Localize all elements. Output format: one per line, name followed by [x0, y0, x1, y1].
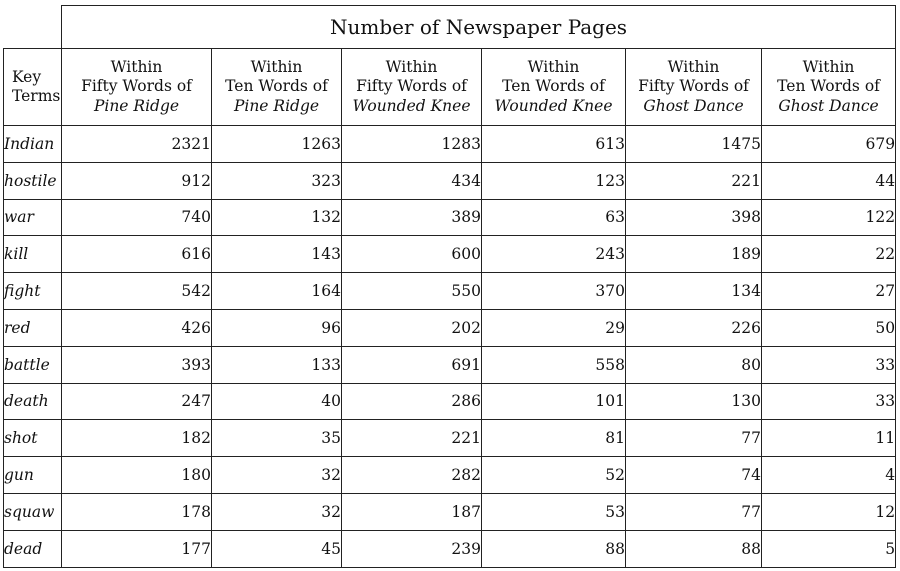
count-cell: 4: [762, 457, 896, 494]
header-line: Within: [110, 57, 163, 76]
count-cell: 101: [482, 383, 626, 420]
table-row: [4, 236, 896, 273]
count-cell: 11: [762, 420, 896, 457]
count-cell: 202: [342, 309, 482, 346]
count-cell: 45: [212, 530, 342, 567]
count-cell: 134: [626, 273, 762, 310]
count-cell: 370: [482, 273, 626, 310]
count-cell: 178: [62, 493, 212, 530]
count-cell: 1475: [626, 126, 762, 163]
count-cell: 286: [342, 383, 482, 420]
count-cell: 600: [342, 236, 482, 273]
count-cell: 679: [762, 126, 896, 163]
header-line: Within: [527, 57, 580, 76]
count-cell: 187: [342, 493, 482, 530]
count-cell: 27: [762, 273, 896, 310]
key-term-cell: battle: [4, 346, 62, 383]
count-cell: 32: [212, 493, 342, 530]
key-term-cell: shot: [4, 420, 62, 457]
key-term-cell: hostile: [4, 162, 62, 199]
key-term-cell: squaw: [4, 493, 62, 530]
count-cell: 81: [482, 420, 626, 457]
newspaper-pages-table: [3, 5, 896, 568]
count-cell: 164: [212, 273, 342, 310]
column-header: [212, 49, 342, 126]
count-cell: 189: [626, 236, 762, 273]
count-cell: 2321: [62, 126, 212, 163]
header-line: Within: [667, 57, 720, 76]
count-cell: 77: [626, 493, 762, 530]
header-line: Fifty Words of: [81, 77, 192, 96]
count-cell: 133: [212, 346, 342, 383]
count-cell: 221: [626, 162, 762, 199]
table-row: [4, 493, 896, 530]
count-cell: 88: [482, 530, 626, 567]
count-cell: 616: [62, 236, 212, 273]
count-cell: 52: [482, 457, 626, 494]
key-terms-line: Terms: [12, 87, 61, 105]
count-cell: 35: [212, 420, 342, 457]
key-term-cell: death: [4, 383, 62, 420]
table-row: [4, 420, 896, 457]
header-subject: Pine Ridge: [233, 96, 320, 115]
count-cell: 221: [342, 420, 482, 457]
header-subject: Wounded Knee: [494, 96, 613, 115]
key-term-cell: kill: [4, 236, 62, 273]
count-cell: 239: [342, 530, 482, 567]
header-subject: Ghost Dance: [778, 96, 879, 115]
count-cell: 691: [342, 346, 482, 383]
count-cell: 32: [212, 457, 342, 494]
count-cell: 88: [626, 530, 762, 567]
count-cell: 247: [62, 383, 212, 420]
count-cell: 33: [762, 383, 896, 420]
key-term-cell: Indian: [4, 126, 62, 163]
key-terms-header: [4, 49, 62, 126]
count-cell: 50: [762, 309, 896, 346]
column-header: [762, 49, 896, 126]
caption-row: [4, 6, 896, 49]
count-cell: 132: [212, 199, 342, 236]
count-cell: 550: [342, 273, 482, 310]
header-line: Ten Words of: [777, 77, 880, 96]
table-row: [4, 309, 896, 346]
header-subject: Ghost Dance: [643, 96, 744, 115]
header-subject: Pine Ridge: [93, 96, 180, 115]
count-cell: 12: [762, 493, 896, 530]
count-cell: 243: [482, 236, 626, 273]
header-line: Fifty Words of: [356, 77, 467, 96]
count-cell: 393: [62, 346, 212, 383]
column-header: [62, 49, 212, 126]
table-row: [4, 199, 896, 236]
header-line: Fifty Words of: [638, 77, 749, 96]
key-term-cell: dead: [4, 530, 62, 567]
count-cell: 122: [762, 199, 896, 236]
table-caption: Number of Newspaper Pages: [62, 6, 896, 49]
count-cell: 143: [212, 236, 342, 273]
count-cell: 22: [762, 236, 896, 273]
count-cell: 912: [62, 162, 212, 199]
column-header: [482, 49, 626, 126]
count-cell: 96: [212, 309, 342, 346]
count-cell: 80: [626, 346, 762, 383]
header-line: Ten Words of: [502, 77, 605, 96]
count-cell: 389: [342, 199, 482, 236]
table-row: [4, 457, 896, 494]
table-row: [4, 383, 896, 420]
count-cell: 1263: [212, 126, 342, 163]
count-cell: 613: [482, 126, 626, 163]
key-terms-line: Key: [12, 67, 42, 86]
count-cell: 53: [482, 493, 626, 530]
column-header-row: [4, 49, 896, 126]
key-term-cell: war: [4, 199, 62, 236]
header-subject: Wounded Knee: [352, 96, 471, 115]
count-cell: 77: [626, 420, 762, 457]
table-row: [4, 273, 896, 310]
count-cell: 182: [62, 420, 212, 457]
corner-cell: [4, 6, 62, 49]
count-cell: 398: [626, 199, 762, 236]
count-cell: 40: [212, 383, 342, 420]
table-row: [4, 346, 896, 383]
count-cell: 426: [62, 309, 212, 346]
count-cell: 5: [762, 530, 896, 567]
count-cell: 123: [482, 162, 626, 199]
key-term-cell: fight: [4, 273, 62, 310]
count-cell: 63: [482, 199, 626, 236]
count-cell: 130: [626, 383, 762, 420]
header-line: Within: [250, 57, 303, 76]
column-header: [342, 49, 482, 126]
table-row: [4, 126, 896, 163]
count-cell: 542: [62, 273, 212, 310]
count-cell: 1283: [342, 126, 482, 163]
table-body: [4, 126, 896, 568]
count-cell: 180: [62, 457, 212, 494]
count-cell: 177: [62, 530, 212, 567]
key-term-cell: gun: [4, 457, 62, 494]
count-cell: 226: [626, 309, 762, 346]
table-row: [4, 162, 896, 199]
header-line: Ten Words of: [225, 77, 328, 96]
header-line: Within: [802, 57, 855, 76]
count-cell: 33: [762, 346, 896, 383]
count-cell: 434: [342, 162, 482, 199]
count-cell: 44: [762, 162, 896, 199]
count-cell: 558: [482, 346, 626, 383]
count-cell: 74: [626, 457, 762, 494]
count-cell: 29: [482, 309, 626, 346]
key-term-cell: red: [4, 309, 62, 346]
header-line: Within: [385, 57, 438, 76]
count-cell: 323: [212, 162, 342, 199]
count-cell: 740: [62, 199, 212, 236]
column-header: [626, 49, 762, 126]
count-cell: 282: [342, 457, 482, 494]
table-row: [4, 530, 896, 567]
